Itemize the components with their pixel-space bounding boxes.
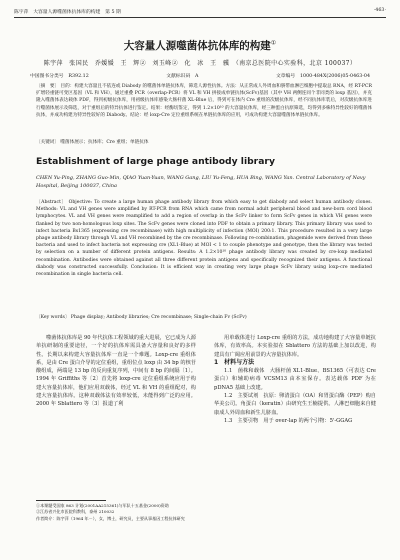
abstract-cn: 〔摘 要〕 目的：构建大容量且不依连或 Diabody 的噬菌体单链抗体库，筛选人源性抗体。方法：从正常成人外周血和脐带血淋巴细胞中提取总 RNA，经 RT-PCR 扩增轻重链可变区基因（VL 和 VH），通过重叠 PCR（overlap-PCR）将 VL 和 VH 拼接成单链抗体(ScFv)基因（其中 VH 两侧连同个非同类的 loxp 基因），并克隆入噬菌体表达载体 PDF，得到初级抗体库，用初级抗体库感染大肠杆菌 XL-Blue 后，得到可在体内 Cre 重组的次级抗体库，经不同抗体库装后，对次级抗体库进行噬菌体展示及筛选，对于重组后的特异抗体进行鉴定。结果：经酶切鉴定，得到 1.2×10¹⁰ 的大容量抗体库，经三种蛋白抗原筛选，均得到多株特异性较好的噬菌体抗体，并成功构建为特异性较好的 Diabody。结论：经 loxp-Cre 定位重组系统在单链抗体库的应用，可成功构建大容量噬菌体单链抗体库。 xyxy=(36,84,372,118)
footnotes xyxy=(36,503,196,522)
running-header-left: 陈宇萍 大容量人源噬菌体抗体库的构建 第 5 期 xyxy=(14,10,121,15)
header-rule xyxy=(14,17,386,18)
authors-cn: 陈宇萍 张国民 乔媛媛 王 辉② 刘玉峰② 化 冰 王 骥 （南京总医院中心实验科，北京 100037） xyxy=(43,60,357,67)
body-column-left xyxy=(36,334,196,409)
keywords-cn: 〔关键词〕 噬菌体展示；抗体库；Cre 重组；单链抗体 xyxy=(36,140,149,145)
subsection-1-3: 1.3 主要引物 用于 over-lap 的两个引物：5'-GGAG xyxy=(224,417,353,424)
title-footnote-mark: ① xyxy=(270,39,277,47)
footnote: 作者简介：陈宇萍（1964 年－），女，博士，研究员，主要从事基因工程抗体研究 xyxy=(36,515,185,521)
subsection-1-1: 1.1 菌株和载体 大肠杆菌 XL1-Blue、BS1365（可表达 Cre 蛋白）和辅助病毒 VCSM13 由本室保存。表达载体 PDF 为在 pDNA5 基础上改建。 xyxy=(214,368,376,391)
title-cn: 大容量人源噬菌体抗体库的构建① xyxy=(123,39,277,52)
footnote: ①本课题受国家 863 计划(2001AA215361)与军队十五基金(2000)资助 xyxy=(36,503,169,508)
authors-en: CHEN Yu-Ping, ZHANG Guo-Min, QIAO Yuan-Yuan, WANG Gang, LIU Yu-Feng, HUA Bing, WANG Yan. Central Laboratory of Navy Hospital, Beijing 100037, China xyxy=(36,175,366,189)
classification-line xyxy=(30,72,370,79)
intro-paragraph: 噬菌体抗体库是 90 年代抗体工程领域的重大进展，它已成为人源单抗研制的重要途径，一个好的抗体库需具备大容量和良好的多样性。长期以来构建大容量抗体库一直是一个难题。Loxp-cre 重组体系，是由 Cre 蛋白介导的定位重组，重组位点 loxp 由 34 bp 的核苷酸组成，两端是 13 bp 的反向重复序列，中间有 8 bp 的间隔〔1〕。1994 年 Griffiths 等〔2〕首先将 loxp-cre 定位重组系统应用于构建大容量抗体库，他们应用双载体，经过 VL 和 VH 的重组配对，构建大容量抗体库。这种双载体法有效率较低，未能得到广泛的应用。2000 年 Sblattero 等〔3〕报道了利 xyxy=(36,335,196,408)
clc-number: 中国图书分类号 R392.12 xyxy=(30,74,89,79)
abstract-en: 〔Abstract〕 Objective: To create a large human phage antibody library from which easy to get diabody and select human antibody clones. Methods: VL and VH genes were amplified by RT-PCR from RNA which came from normal adult peripheral blood and new-born cord blood lymphocytes. VL and VH genes were reamplified to add a region of overlap in the ScFv linker to form ScFv genes in which VH genes were flanked by two non-homologous loxp sites. The ScFv genes were cloned into PDF to obtain a primary library. This primary library was used to infect bacteria Bs1365 (expressing cre recombinase) with high multiplicity of infection (MOI) 200:1. This procedure resulted in a very large phage antibody library through VL and VH recombined by the cre recombinase. Following re-combination, phagemide were derived from these bacteria and used to infect bacteria not expressing cre (XL1-Blue) at MOI < 1 to couple phenotype and genotype, then the library was tested by selection on a number of different protein antigens. Results: A 1.2×10¹⁰ phage antibody library was created by cre-loxp mediated recombination. Antibodies were obtained against all three different protein antigens and specifically recognized their antigens. A functional diabody was constructed successfully. Conclusion: It is efficient way in creating very large phage ScFv library using loxp-cre mediated recombination in single bacteria cell. xyxy=(36,200,372,278)
doc-code: 文献标识码 A xyxy=(166,74,199,79)
intro-continued: 用单载体进行 Loxp-cre 重组的方法，成功地构建了大容量单链抗体库，有效率高。本实验拟在 Sblattero 方法的基础上加以改进，构建具有广阔应用前景的大容量抗体库。 xyxy=(214,335,376,358)
running-header xyxy=(14,8,386,15)
article-number: 文章编号 1000-484X(2006)05-0463-04 xyxy=(276,74,370,79)
body-column-right xyxy=(214,334,376,425)
keywords-en: 〔Key words〕 Phage display; Antibody libraries; Cre recombinase; Single-chain Fv (ScFv) xyxy=(36,315,247,320)
title-en: Establishment of large phage antibody library xyxy=(36,156,275,167)
subsection-1-2: 1.2 主要试剂 抗原：卵清蛋白（OA）和胃蛋白酶（PEP）购自华美公司。角蛋白（keratin）由研究生王楠提供。人淋巴细胞来自健康成人外周血和新生儿脐血。 xyxy=(214,393,376,416)
page-number: ·463· xyxy=(373,8,386,13)
footnote-rule xyxy=(36,500,106,501)
section-heading: 1 材料与方法 xyxy=(214,358,255,366)
footnote: ②江苏省兴化市医院科教科，泰州 210032 xyxy=(36,509,115,515)
